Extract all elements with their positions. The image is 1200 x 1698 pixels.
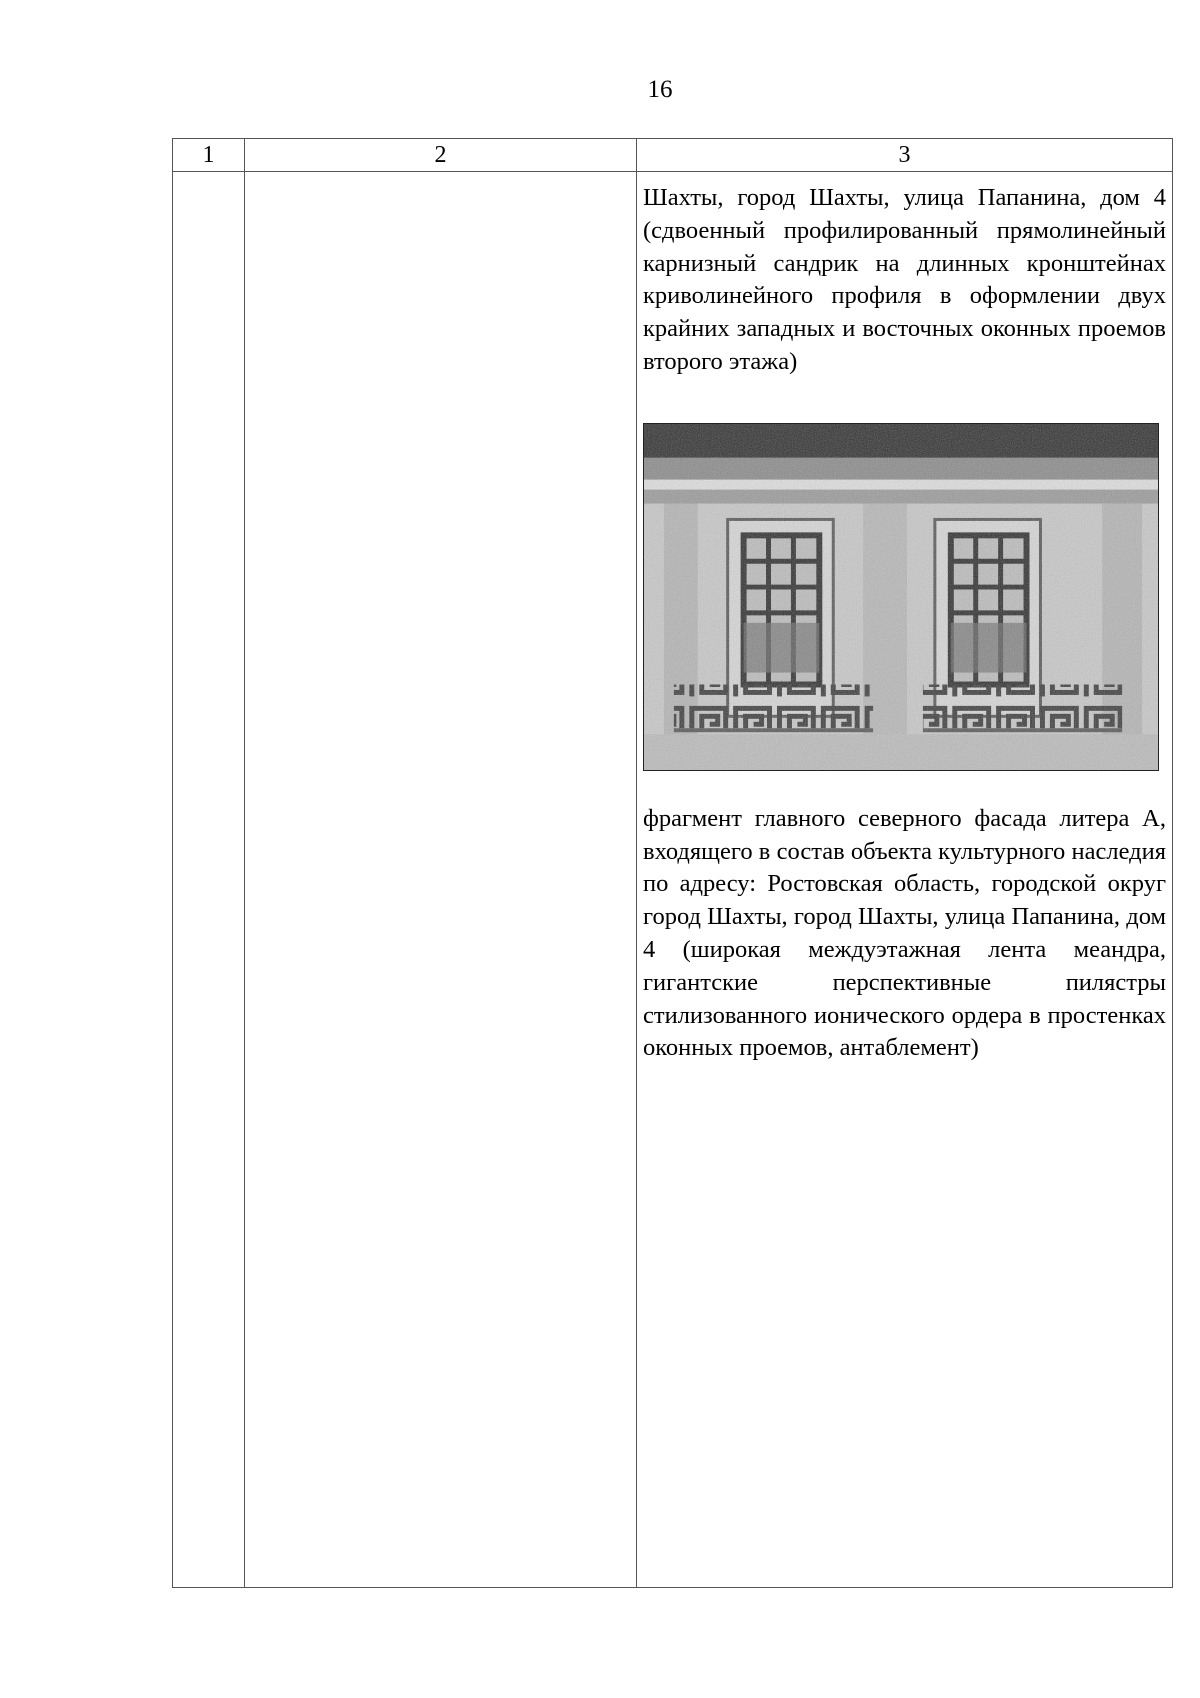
description-bottom: фрагмент главного северного фасада литера А, входящего в состав объекта культурного наследия по адресу: Ростовская область, городской округ город Шахты, город Шахты, улица Папанина, дом 4 (широкая междуэтажная лента меандра, гигантские перспективные пилястры стилизованного ионического ордера в простенках оконных проемов, антаблемент) xyxy=(643,804,1166,1062)
header-col-3: 3 xyxy=(637,139,1173,172)
cell-col-2 xyxy=(245,172,637,1588)
header-col-2: 2 xyxy=(245,139,637,172)
cell-col-3 xyxy=(637,172,1173,1588)
table-row xyxy=(173,172,1173,1588)
document-table xyxy=(172,138,1173,1588)
table-header-row xyxy=(173,139,1173,172)
header-col-1: 1 xyxy=(173,139,245,172)
cell-col-1 xyxy=(173,172,245,1588)
facade-photo xyxy=(643,423,1159,771)
page-number: 16 xyxy=(647,76,673,103)
description-top: Шахты, город Шахты, улица Папанина, дом 4 (сдвоенный профилированный прямолинейный карнизный сандрик на длинных кронштейнах криволинейного профиля в оформлении двух крайних западных и восточных оконных проемов второго этажа) xyxy=(643,184,1166,375)
